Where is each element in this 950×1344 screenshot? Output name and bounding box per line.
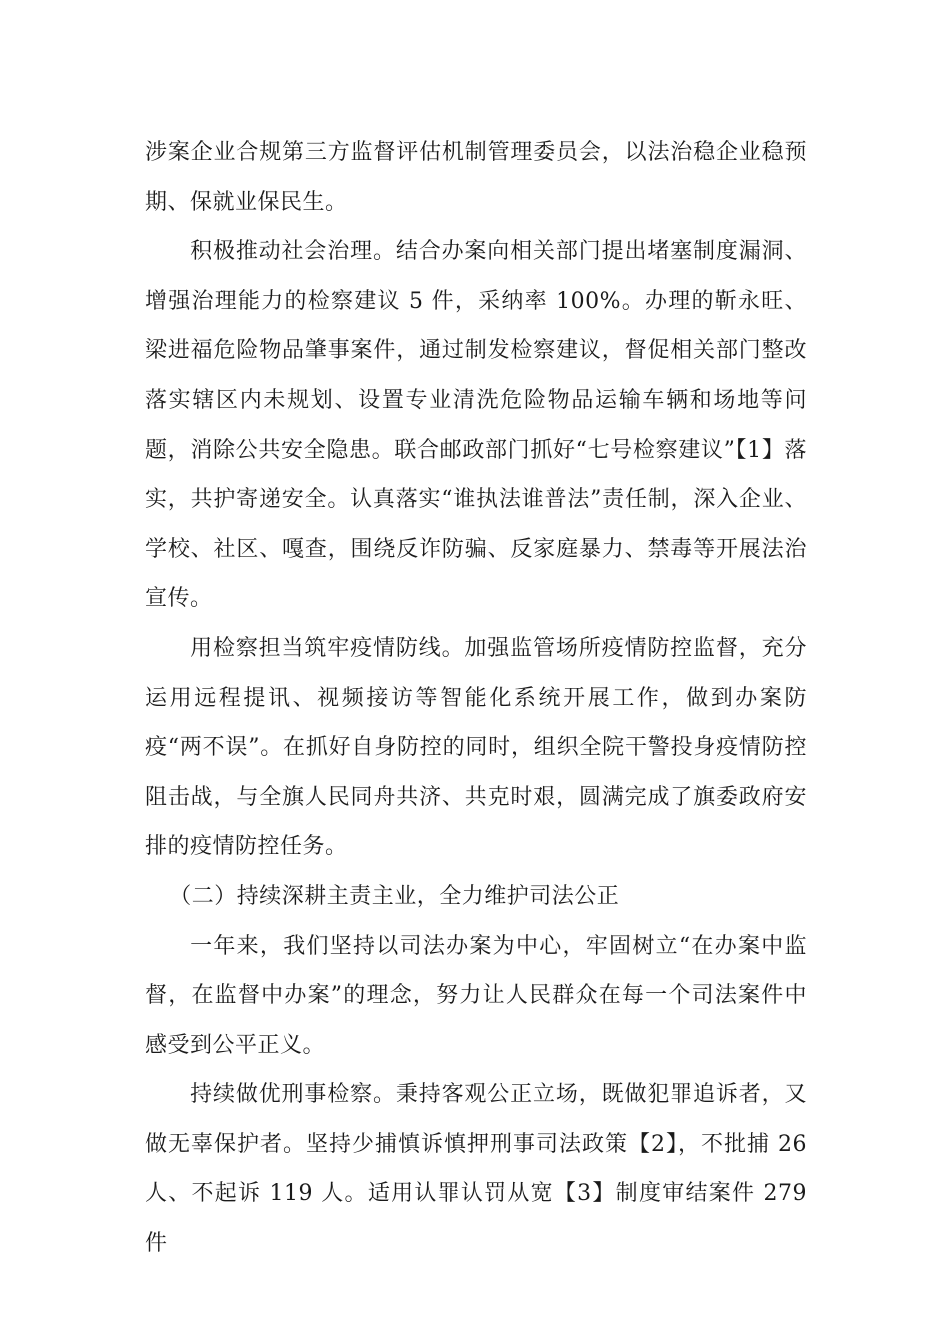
- paragraph-social-governance: 积极推动社会治理。结合办案向相关部门提出堵塞制度漏洞、增强治理能力的检察建议 5 件，采纳率 100%。办理的靳永旺、梁进福危险物品肇事案件，通过制发检察建议，督促相关部门整改落实辖区内未规划、设置专业清洗危险物品运输车辆和场地等问题，消除公共安全隐患。联合邮政部门抓好“七号检察建议”【1】落实，共护寄递安全。认真落实“谁执法谁普法”责任制，深入企业、学校、社区、嘎查，围绕反诈防骗、反家庭暴力、禁毒等开展法治宣传。: [145, 239, 807, 612]
- paragraph-criminal-prosecution: 持续做优刑事检察。秉持客观公正立场，既做犯罪追诉者，又做无辜保护者。坚持少捕慎诉慎押刑事司法政策【2】，不批捕 26 人、不起诉 119 人。适用认罪认罚从宽【3】制度审结案件 279 件: [145, 1082, 807, 1257]
- section-heading: （二）持续深耕主责主业，全力维护司法公正: [169, 883, 620, 909]
- document-body: [145, 128, 807, 1269]
- paragraph-epidemic-prevention: 用检察担当筑牢疫情防线。加强监管场所疫情防控监督，充分运用远程提讯、视频接访等智能化系统开展工作，做到办案防疫“两不误”。在抓好自身防控的同时，组织全院干警投身疫情防控阻击战，与全旗人民同舟共济、共克时艰，圆满完成了旗委政府安排的疫情防控任务。: [145, 635, 807, 860]
- paragraph-judicial-fairness: 一年来，我们坚持以司法办案为中心，牢固树立“在办案中监督，在监督中办案”的理念，努力让人民群众在每一个司法案件中感受到公平正义。: [145, 933, 807, 1058]
- paragraph-continuation: 涉案企业合规第三方监督评估机制管理委员会，以法治稳企业稳预期、保就业保民生。: [145, 140, 807, 215]
